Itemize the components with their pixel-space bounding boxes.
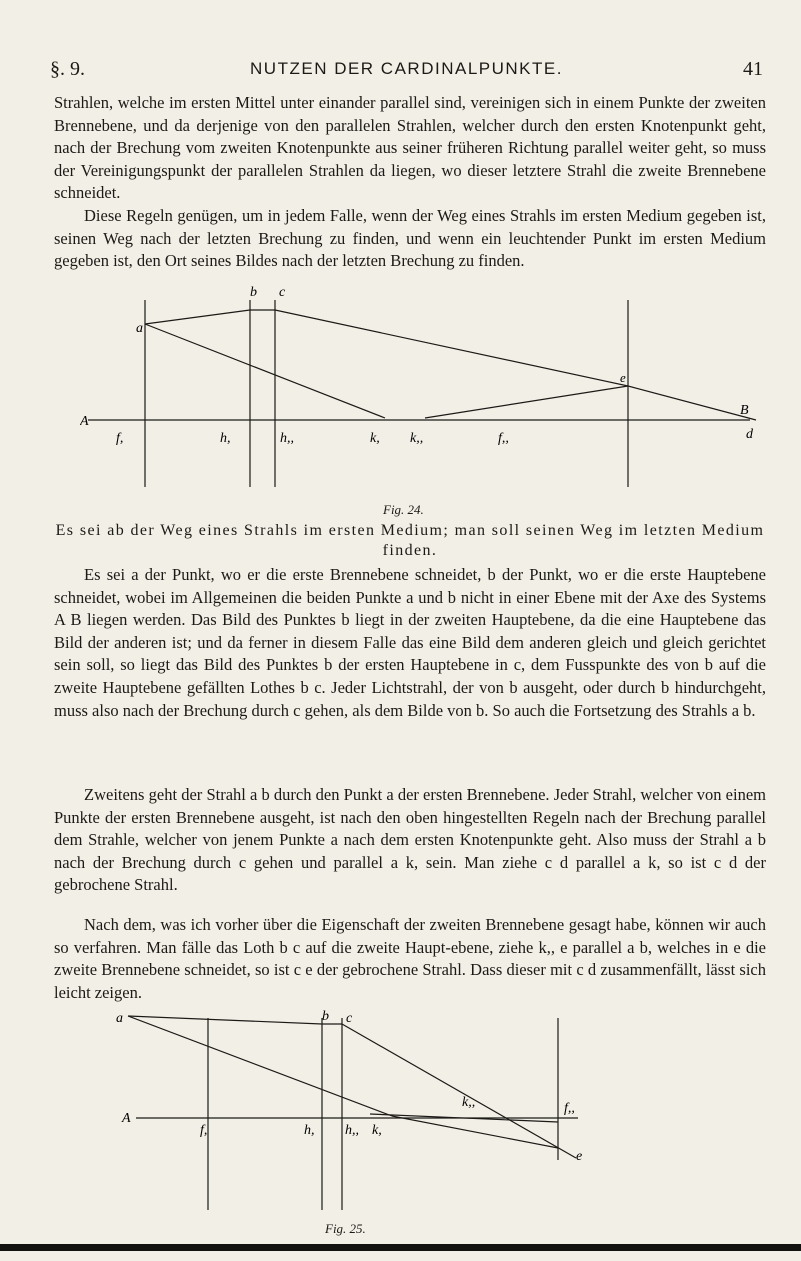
figure-24 — [80, 282, 760, 500]
fig25-label-h2: h,, — [345, 1123, 359, 1138]
fig25-label-f2: f,, — [564, 1101, 575, 1116]
page-number: 41 — [743, 58, 763, 80]
fig25-label-c: c — [346, 1011, 353, 1026]
paragraph-2: Diese Regeln genügen, um in jedem Falle, wenn der Weg eines Strahls im ersten Medium gegeben ist, seinen Weg nach der letzten Brechung zu finden, und wenn ein leuchtender Punkt im ersten Medium gegeben ist, den Ort seines Bildes nach der letzten Brechung zu finden. — [54, 206, 766, 271]
fig24-label-f2: f,, — [498, 431, 509, 446]
running-header — [50, 58, 763, 84]
figure-25-caption: Fig. 25. — [325, 1221, 366, 1236]
fig24-label-h1: h, — [220, 431, 231, 446]
fig24-ray-ab — [145, 310, 250, 324]
fig24-ray-a-k1 — [145, 324, 385, 418]
figure-24-caption: Fig. 24. — [383, 502, 424, 517]
running-title: NUTZEN DER CARDINALPUNKTE. — [250, 59, 563, 78]
paragraph-1: Strahlen, welche im ersten Mittel unter einander parallel sind, vereinigen sich in einem Punkte der zweiten Brennebene, und da derjenige von den parallelen Strahlen, welcher durch den ersten Knotenpunkt geht, nach der Brechung vom zweiten Knotenpunkte aus seiner früheren Richtung parallel weiter geht, so muss der Vereinigungspunkt der parallelen Strahlen da liegen, wo dieser letztere Strahl die zweite Brennebene schneidet. — [54, 93, 766, 203]
scan-bottom-edge — [0, 1244, 801, 1251]
fig24-label-e: e — [620, 370, 626, 385]
fig24-label-f1: f, — [116, 431, 124, 446]
fig24-label-h2: h,, — [280, 431, 294, 446]
section-number: §. 9. — [50, 58, 85, 80]
paragraph-3: Es sei a der Punkt, wo er die erste Brennebene schneidet, b der Punkt, wo er die erste Hauptebene schneidet, wobei im Allgemeinen die beiden Punkte a und b nicht in einer Ebene mit der Axe des Systems A B liegen werden. Das Bild des Punktes b liegt in der zweiten Hauptebene, da die eine Hauptebene das Bild der anderen ist; und da ferner in diesem Falle das eine Bild dem anderen gleich und gleich gerichtet sein soll, so liegt das Bild des Punktes b der ersten Hauptebene in c, dem Fusspunkte des von b auf die zweite Hauptebene gefällten Lothes b c. Jeder Lichtstrahl, der von b ausgeht, oder durch b hindurchgeht, muss also nach der Brechung durch c gehen, als dem Bilde von b. So auch die Fortsetzung des Strahls a b. — [54, 565, 766, 720]
paragraph-4: Zweitens geht der Strahl a b durch den Punkt a der ersten Brennebene. Jeder Strahl, welcher von einem Punkte der ersten Brennebene ausgeht, ist nach den oben hingestellten Regeln nach der Brechung parallel dem Strahle, welcher von jenem Punkte a nach dem ersten Knotenpunkte geht. Also muss der Strahl a b nach der Brechung durch c gehen und parallel a k, sein. Man ziehe c d parallel a k, so ist c d der gebrochene Strahl. — [54, 785, 766, 895]
fig25-ray-a-k1 — [128, 1016, 392, 1116]
fig24-ray-e-d — [628, 386, 756, 420]
fig25-label-a: a — [116, 1011, 123, 1026]
fig24-ray-k2-e — [425, 386, 628, 418]
figure-25 — [108, 1010, 628, 1220]
problem-statement: Es sei ab der Weg eines Strahls im ersten Medium; man soll seinen Weg im letzten Medium finden. — [55, 522, 765, 559]
fig24-refracted-cd — [275, 310, 628, 386]
paragraph-5: Nach dem, was ich vorher über die Eigenschaft der zweiten Brennebene gesagt habe, können wir auch so verfahren. Man fälle das Loth b c auf die zweite Haupt-ebene, ziehe k,, e parallel a b, welches in e die zweite Brennebene schneidet, so ist c e der gebrochene Strahl. Dass dieser mit c d zusammenfällt, lässt sich leicht zeigen. — [54, 915, 766, 1002]
fig24-label-c: c — [279, 285, 286, 300]
fig24-label-k2: k,, — [410, 431, 424, 446]
fig25-label-k1: k, — [372, 1123, 382, 1138]
fig25-label-A: A — [122, 1111, 131, 1126]
fig25-label-k2-top: k,, — [462, 1095, 476, 1110]
fig25-label-e: e — [576, 1149, 583, 1164]
fig24-label-d: d — [746, 427, 753, 442]
fig24-label-B: B — [740, 403, 749, 418]
fig25-label-b: b — [322, 1010, 329, 1024]
fig24-label-A: A — [80, 414, 89, 429]
fig25-ray-ab — [128, 1016, 322, 1024]
fig25-label-f1: f, — [200, 1123, 208, 1138]
fig24-label-k1: k, — [370, 431, 380, 446]
fig24-label-a: a — [136, 321, 143, 336]
fig24-label-b: b — [250, 285, 257, 300]
fig25-label-h1: h, — [304, 1123, 315, 1138]
